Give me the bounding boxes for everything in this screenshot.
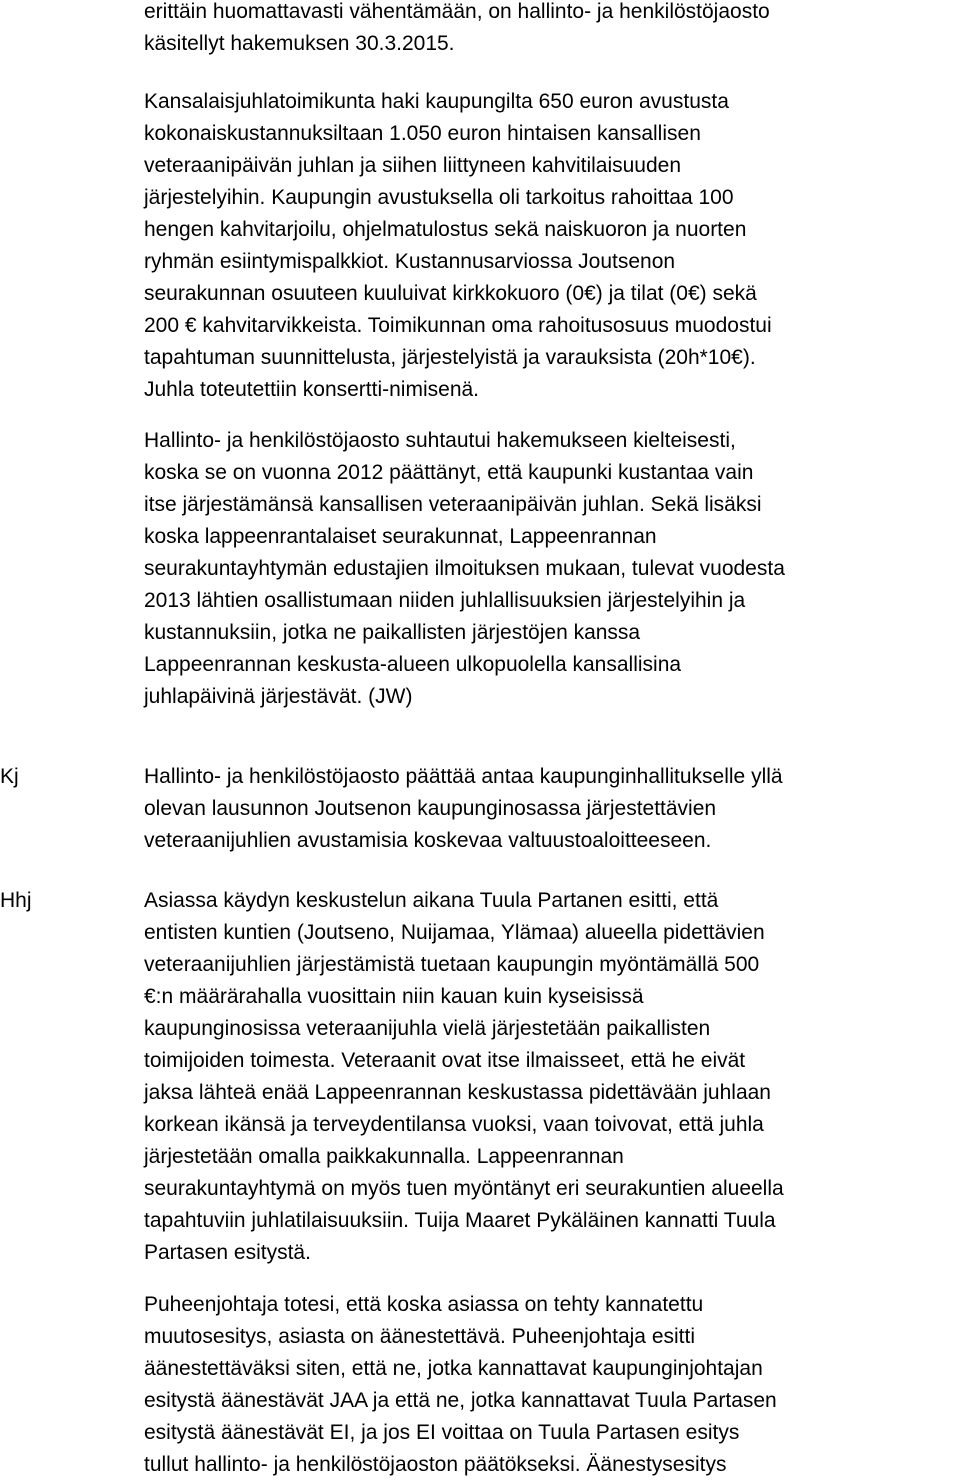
text-line: erittäin huomattavasti vähentämään, on hallinto- ja henkilöstöjaosto	[144, 0, 770, 23]
text-line: jaksa lähteä enää Lappeenrannan keskustassa pidettävään juhlaan	[144, 1081, 771, 1104]
paragraph-voting	[144, 1289, 956, 1481]
text-line: tapahtuman suunnittelusta, järjestelyistä ja varauksista (20h*10€).	[144, 346, 756, 369]
text-line: seurakunnan osuuteen kuuluivat kirkkokuoro (0€) ja tilat (0€) sekä	[144, 282, 757, 305]
text-line: veteraanijuhlien järjestämistä tuetaan kaupungin myöntämällä 500	[144, 953, 760, 976]
paragraph-continuation	[144, 0, 956, 60]
text-line: tapahtuviin juhlatilaisuuksiin. Tuija Maaret Pykäläinen kannatti Tuula	[144, 1209, 776, 1232]
text-line: entisten kuntien (Joutseno, Nuijamaa, Ylämaa) alueella pidettävien	[144, 921, 765, 944]
text-line: tullut hallinto- ja henkilöstöjaoston päätökseksi. Äänestysesitys	[144, 1453, 727, 1476]
hhj-label: Hhj	[0, 889, 32, 912]
text-line: koska se on vuonna 2012 päättänyt, että kaupunki kustantaa vain	[144, 461, 754, 484]
text-line: juhlapäivinä järjestävät. (JW)	[144, 685, 413, 708]
text-line: korkean ikänsä ja terveydentilansa vuoksi, vaan toivovat, että juhla	[144, 1113, 764, 1136]
text-line: äänestettäväksi siten, että ne, jotka kannattavat kaupunginjohtajan	[144, 1357, 763, 1380]
text-line: 2013 lähtien osallistumaan niiden juhlallisuuksien järjestelyihin ja	[144, 589, 746, 612]
paragraph-kj-proposal	[144, 761, 956, 857]
text-line: Hallinto- ja henkilöstöjaosto suhtautui hakemukseen kielteisesti,	[144, 429, 736, 452]
text-line: Puheenjohtaja totesi, että koska asiassa on tehty kannatettu	[144, 1293, 704, 1316]
text-line: Juhla toteutettiin konsertti-nimisenä.	[144, 378, 480, 401]
text-line: €:n määrärahalla vuosittain niin kauan kuin kyseisissä	[144, 985, 644, 1008]
text-line: järjestelyihin. Kaupungin avustuksella oli tarkoitus rahoittaa 100	[144, 186, 734, 209]
text-line: toimijoiden toimesta. Veteraanit ovat itse ilmaisseet, että he eivät	[144, 1049, 746, 1072]
kj-label: Kj	[0, 765, 19, 788]
text-line: käsitellyt hakemuksen 30.3.2015.	[144, 32, 455, 55]
text-line: Lappeenrannan keskusta-alueen ulkopuolella kansallisina	[144, 653, 682, 676]
text-line: Partasen esitystä.	[144, 1241, 311, 1264]
text-line: Kansalaisjuhlatoimikunta haki kaupungilta 650 euron avustusta	[144, 90, 729, 113]
text-line: itse järjestämänsä kansallisen veteraanipäivän juhlan. Sekä lisäksi	[144, 493, 762, 516]
text-line: koska lappeenrantalaiset seurakunnat, Lappeenrannan	[144, 525, 657, 548]
text-line: hengen kahvitarjoilu, ohjelmatulostus sekä naiskuoron ja nuorten	[144, 218, 747, 241]
text-line: ryhmän esiintymispalkkiot. Kustannusarviossa Joutsenon	[144, 250, 676, 273]
text-line: Hallinto- ja henkilöstöjaosto päättää antaa kaupunginhallitukselle yllä	[144, 765, 783, 788]
paragraph-committee-stance	[144, 425, 956, 713]
text-line: veteraanipäivän juhlan ja siihen liittyneen kahvitilaisuuden	[144, 154, 682, 177]
text-line: kustannuksiin, jotka ne paikallisten järjestöjen kanssa	[144, 621, 641, 644]
text-line: esitystä äänestävät EI, ja jos EI voittaa on Tuula Partasen esitys	[144, 1421, 740, 1444]
text-line: 200 € kahvitarvikkeista. Toimikunnan oma rahoitusosuus muodostui	[144, 314, 772, 337]
text-line: esitystä äänestävät JAA ja että ne, jotka kannattavat Tuula Partasen	[144, 1389, 777, 1412]
text-line: järjestetään omalla paikkakunnalla. Lappeenrannan	[144, 1145, 624, 1168]
text-line: veteraanijuhlien avustamisia koskevaa valtuustoaloitteeseen.	[144, 829, 712, 852]
text-line: seurakuntayhtymä on myös tuen myöntänyt eri seurakuntien alueella	[144, 1177, 784, 1200]
text-line: kokonaiskustannuksiltaan 1.050 euron hintaisen kansallisen	[144, 122, 701, 145]
text-line: kaupunginosissa veteraanijuhla vielä järjestetään paikallisten	[144, 1017, 711, 1040]
paragraph-hhj-discussion	[144, 885, 956, 1269]
text-line: olevan lausunnon Joutsenon kaupunginosassa järjestettävien	[144, 797, 717, 820]
text-line: Asiassa käydyn keskustelun aikana Tuula Partanen esitti, että	[144, 889, 719, 912]
text-line: muutosesitys, asiasta on äänestettävä. Puheenjohtaja esitti	[144, 1325, 696, 1348]
paragraph-application	[144, 86, 956, 406]
text-line: seurakuntayhtymän edustajien ilmoituksen mukaan, tulevat vuodesta	[144, 557, 785, 580]
